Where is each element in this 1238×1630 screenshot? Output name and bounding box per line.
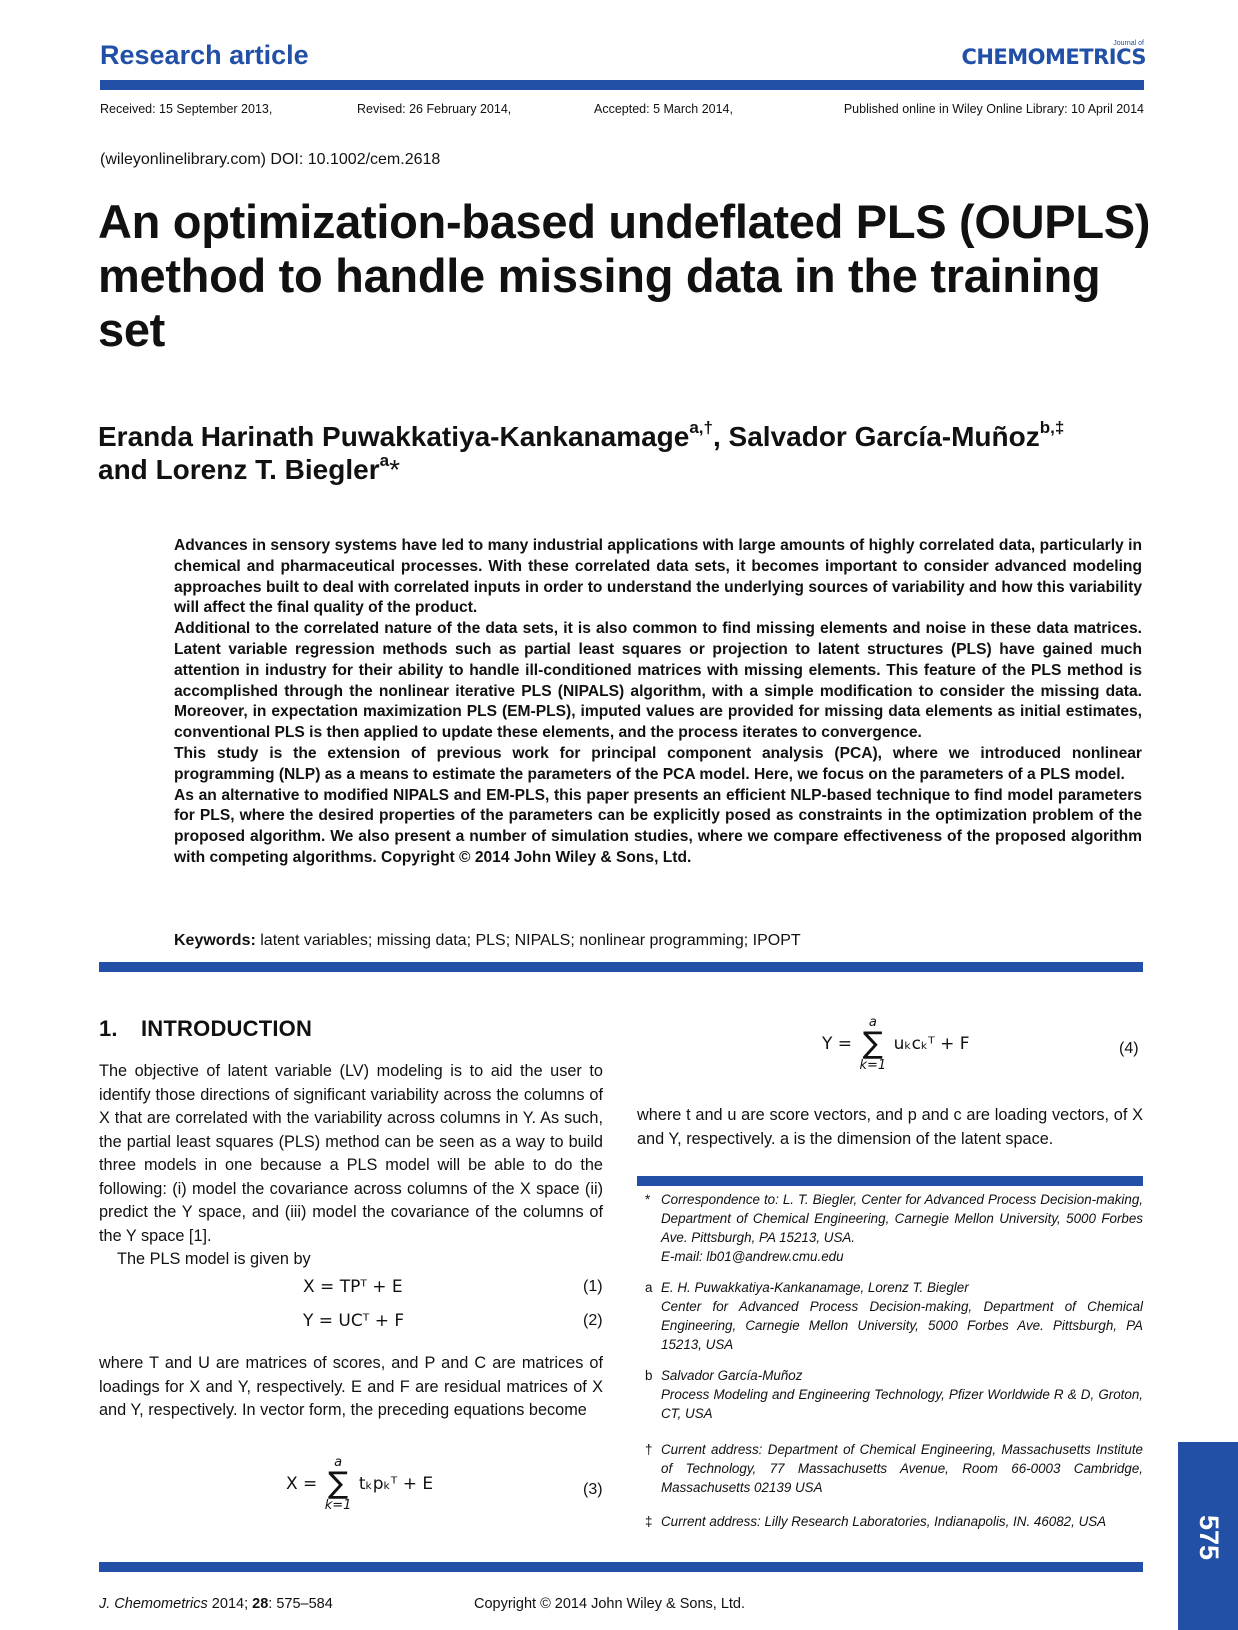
summation-lower: k=1 <box>859 1058 887 1073</box>
intro-text: The PLS model is given by <box>117 1250 311 1268</box>
intro-paragraph-4 <box>637 1104 1143 1151</box>
summation-lower: k=1 <box>324 1498 352 1513</box>
keywords-label: Keywords: <box>174 932 256 949</box>
received-date: Received: 15 September 2013, <box>100 102 273 116</box>
journal-logo-small: Journal of <box>1113 40 1144 47</box>
footnote-dagger <box>645 1440 1143 1497</box>
footnote-mark: † <box>645 1442 653 1457</box>
footnote-mark: ‡ <box>645 1514 653 1529</box>
footer-citation <box>99 1596 333 1612</box>
summation-upper: a <box>334 1455 343 1470</box>
keywords-text: latent variables; missing data; PLS; NIPALS; nonlinear programming; IPOPT <box>260 932 801 949</box>
summation-symbol <box>859 1016 886 1072</box>
section-number: 1. <box>99 1016 118 1041</box>
citation-year: 2014; <box>207 1596 253 1612</box>
abstract-paragraph: As an alternative to modified NIPALS and EM-PLS, this paper presents an efficient NLP-based technique to find model parameters for PLS, where the desired properties of the parameters can be explicitly posed as constraints in the optimization problem of the proposed algorithm. We also present a number of simulation studies, where we compare effectiveness of the proposed algorithm with competing algorithms. Copyright © 2014 John Wiley & Sons, Ltd. <box>174 786 1142 866</box>
section-heading <box>99 1016 312 1042</box>
footnote-affiliation: Process Modeling and Engineering Technology, Pfizer Worldwide R & D, Groton, CT, USA <box>661 1387 1143 1421</box>
abstract-rule <box>99 962 1143 972</box>
author-1[interactable]: Eranda Harinath Puwakkatiya-Kankanamage <box>98 421 690 452</box>
footnote-a <box>645 1278 1143 1354</box>
section-title: INTRODUCTION <box>141 1016 313 1041</box>
journal-logo-name: CHEMOMETRICS <box>961 45 1146 69</box>
published-date: Published online in Wiley Online Library: 10 April 2014 <box>843 102 1144 116</box>
equation-4-rhs: uₖcₖᵀ + F <box>893 1034 970 1054</box>
page-number: 575 <box>1194 1514 1225 1561</box>
doi[interactable]: (wileyonlinelibrary.com) DOI: 10.1002/cem.2618 <box>100 151 441 168</box>
footnote-text: Current address: Lilly Research Laboratories, Indianapolis, IN. 46082, USA <box>661 1514 1107 1529</box>
accepted-date: Accepted: 5 March 2014, <box>594 102 733 116</box>
author-sep: and <box>98 454 156 485</box>
summation-symbol <box>325 1456 352 1512</box>
footnote-b <box>645 1366 1143 1423</box>
equation-3-number: (3) <box>583 1481 603 1498</box>
equation-2: Y = UCᵀ + F <box>303 1311 405 1331</box>
intro-paragraph-1 <box>99 1060 603 1272</box>
keywords <box>174 932 801 950</box>
summation-sigma: ∑ <box>327 1466 349 1501</box>
abstract-paragraph: Advances in sensory systems have led to many industrial applications with large amounts of highly correlated data, particularly in chemical and pharmaceutical processes. With these correlated data sets, it becomes important to consider advanced modeling approaches built to deal with correlated inputs in order to understand the underlying sources of variability and how this variability will affect the final quality of the product. <box>174 537 1142 617</box>
equation-2-number: (2) <box>583 1312 603 1329</box>
authors <box>98 417 1158 486</box>
header-rule <box>100 80 1144 90</box>
footnote-affiliation: Center for Advanced Process Decision-making, Department of Chemical Engineering, Carnegie Mellon University, 5000 Forbes Ave. Pittsburgh, PA 15213, USA <box>661 1299 1143 1352</box>
equation-1-number: (1) <box>583 1278 603 1295</box>
intro-text: The objective of latent variable (LV) modeling is to aid the user to identify those directions of significant variability across the columns of X that are correlated with the variability across columns in Y. As such, the partial least squares (PLS) method can be seen as a way to build three models in one because a PLS model will be able to do the following: (i) model the covariance across columns of the X space (ii) predict the Y space, and (iii) model the covariance of the columns of the Y space [1]. <box>99 1062 603 1245</box>
abstract-paragraph: Additional to the correlated nature of the data sets, it is also common to find missing elements and noise in these data matrices. Latent variable regression methods such as partial least squares or projection to latent structures (PLS) have gained much attention in industry for their ability to handle ill-conditioned matrices with missing elements. This feature of the PLS method is accomplished through the nonlinear iterative PLS (NIPALS) algorithm, with a simple modification to consider the missing data. Moreover, in expectation maximization PLS (EM-PLS), imputed values are provided for missing data elements as initial estimates, conventional PLS is then applied to update these elements, and the process iterates to convergence. <box>174 620 1142 742</box>
footnote-mark: a <box>645 1280 653 1295</box>
footnote-correspondence <box>645 1190 1143 1266</box>
article-type-label: Research article <box>100 40 309 70</box>
equation-4-number: (4) <box>1119 1040 1139 1057</box>
intro-paragraph-3 <box>99 1352 603 1423</box>
footnote-text: Correspondence to: L. T. Biegler, Center for Advanced Process Decision-making, Department of Chemical Engineering, Carnegie Mellon University, 5000 Forbes Ave. Pittsburgh, PA 15213, USA. <box>661 1192 1143 1245</box>
citation-journal: J. Chemometrics <box>99 1596 208 1612</box>
revised-date: Revised: 26 February 2014, <box>357 102 512 116</box>
author-2[interactable]: Salvador García-Muñoz <box>728 421 1040 452</box>
author-sep: , <box>712 421 729 452</box>
footnote-rule <box>637 1176 1143 1186</box>
page-number-tab <box>1178 1442 1238 1630</box>
citation-pages: : 575–584 <box>268 1596 333 1612</box>
author-1-affil: a,† <box>689 417 713 437</box>
equation-4 <box>822 1016 970 1072</box>
footnote-mark: * <box>645 1192 651 1207</box>
equation-3-lhs: X = <box>286 1474 318 1494</box>
footnote-double-dagger <box>645 1512 1143 1531</box>
intro-text: where T and U are matrices of scores, and P and C are matrices of loadings for X and Y, respectively. E and F are residual matrices of X and Y, respectively. In vector form, the preceding equations become <box>99 1354 603 1419</box>
footnote-text: Salvador García-Muñoz <box>661 1368 803 1383</box>
author-3[interactable]: Lorenz T. Biegler <box>155 454 380 485</box>
equation-3 <box>286 1456 433 1512</box>
journal-logo <box>961 40 1146 68</box>
footnote-mark: b <box>645 1368 653 1383</box>
article-title: An optimization-based undeflated PLS (OUPLS) method to handle missing data in the training set <box>98 195 1151 356</box>
intro-text: where t and u are score vectors, and p and c are loading vectors, of X and Y, respectively. a is the dimension of the latent space. <box>637 1106 1143 1148</box>
author-2-affil: b,‡ <box>1039 417 1065 437</box>
footer-copyright: Copyright © 2014 John Wiley & Sons, Ltd. <box>474 1596 746 1612</box>
corresponding-star: * <box>389 454 400 485</box>
abstract <box>174 536 1142 869</box>
footer-rule <box>99 1562 1143 1572</box>
equation-3-rhs: tₖpₖᵀ + E <box>358 1474 434 1494</box>
summation-sigma: ∑ <box>862 1026 883 1061</box>
equation-4-lhs: Y = <box>822 1034 853 1054</box>
citation-volume: 28 <box>252 1596 269 1612</box>
email-link[interactable]: E-mail: lb01@andrew.cmu.edu <box>661 1249 844 1264</box>
equation-1: X = TPᵀ + E <box>303 1277 403 1297</box>
summation-upper: a <box>868 1015 877 1030</box>
footnote-text: E. H. Puwakkatiya-Kankanamage, Lorenz T. Biegler <box>661 1280 969 1295</box>
footnote-text: Current address: Department of Chemical Engineering, Massachusetts Institute of Technology, 77 Massachusetts Avenue, Room 66-0003 Cambridge, Massachusetts 02139 USA <box>661 1442 1143 1495</box>
abstract-paragraph: This study is the extension of previous work for principal component analysis (PCA), where we introduced nonlinear programming (NLP) as a means to estimate the parameters of the PCA model. Here, we focus on the parameters of a PLS model. <box>174 744 1142 783</box>
author-3-affil: a <box>379 450 390 470</box>
